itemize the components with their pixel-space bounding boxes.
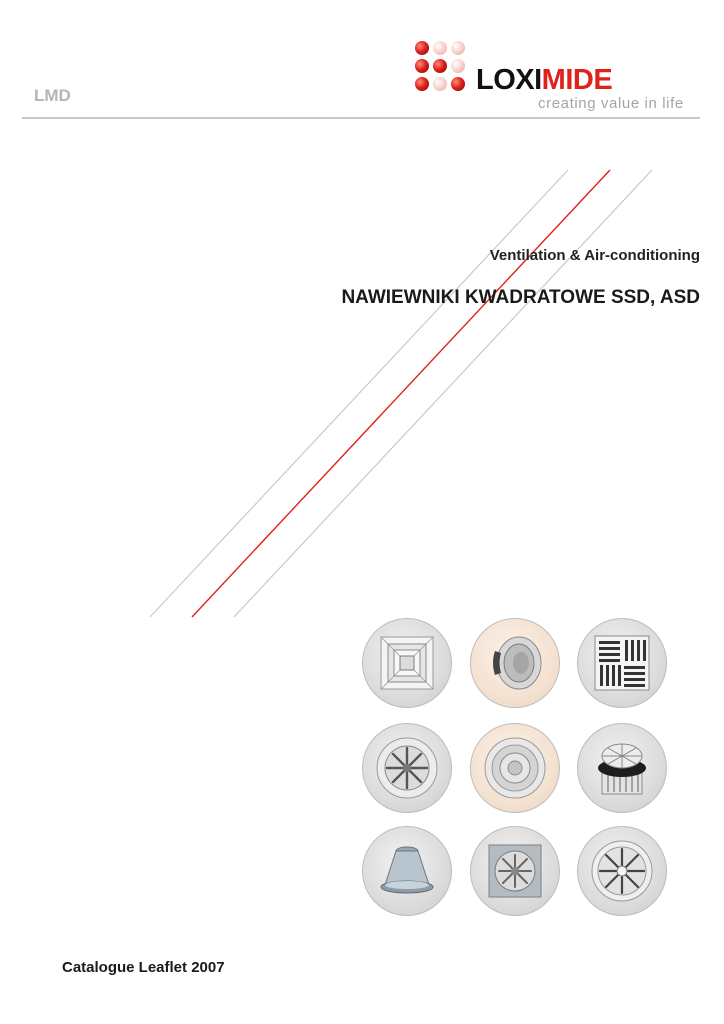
diagonal-line-red xyxy=(192,170,610,617)
product-conical-nozzle xyxy=(362,826,452,916)
diagonal-line-right xyxy=(234,170,652,617)
product-round-diffuser xyxy=(470,618,560,708)
page-subtitle: Ventilation & Air-conditioning xyxy=(489,247,700,264)
product-ceiling-round-diffuser xyxy=(470,723,560,813)
header-code: LMD xyxy=(34,86,71,105)
product-swirl-diffuser xyxy=(362,723,452,813)
round-diffuser-icon xyxy=(471,619,559,707)
ceiling-round-diffuser-icon xyxy=(471,724,559,812)
product-slot-grille-diffuser xyxy=(577,618,667,708)
page-title: NAWIEWNIKI KWADRATOWE SSD, ASD xyxy=(341,287,700,308)
product-floor-swirl-diffuser xyxy=(577,723,667,813)
slot-grille-diffuser-icon xyxy=(578,619,666,707)
product-radial-swirl-diffuser xyxy=(577,826,667,916)
diagonal-line-left xyxy=(150,170,568,617)
radial-swirl-diffuser-icon xyxy=(578,827,666,915)
brand-name-part1: LOXI xyxy=(476,64,542,96)
product-square-diffuser xyxy=(362,618,452,708)
brand-tagline: creating value in life xyxy=(538,95,684,112)
floor-swirl-diffuser-icon xyxy=(578,724,666,812)
product-square-swirl-diffuser xyxy=(470,826,560,916)
square-swirl-diffuser-icon xyxy=(471,827,559,915)
square-diffuser-icon xyxy=(363,619,451,707)
catalogue-footer: Catalogue Leaflet 2007 xyxy=(62,959,225,976)
brand-name-part2: MIDE xyxy=(541,64,613,96)
conical-nozzle-icon xyxy=(363,827,451,915)
swirl-diffuser-icon xyxy=(363,724,451,812)
